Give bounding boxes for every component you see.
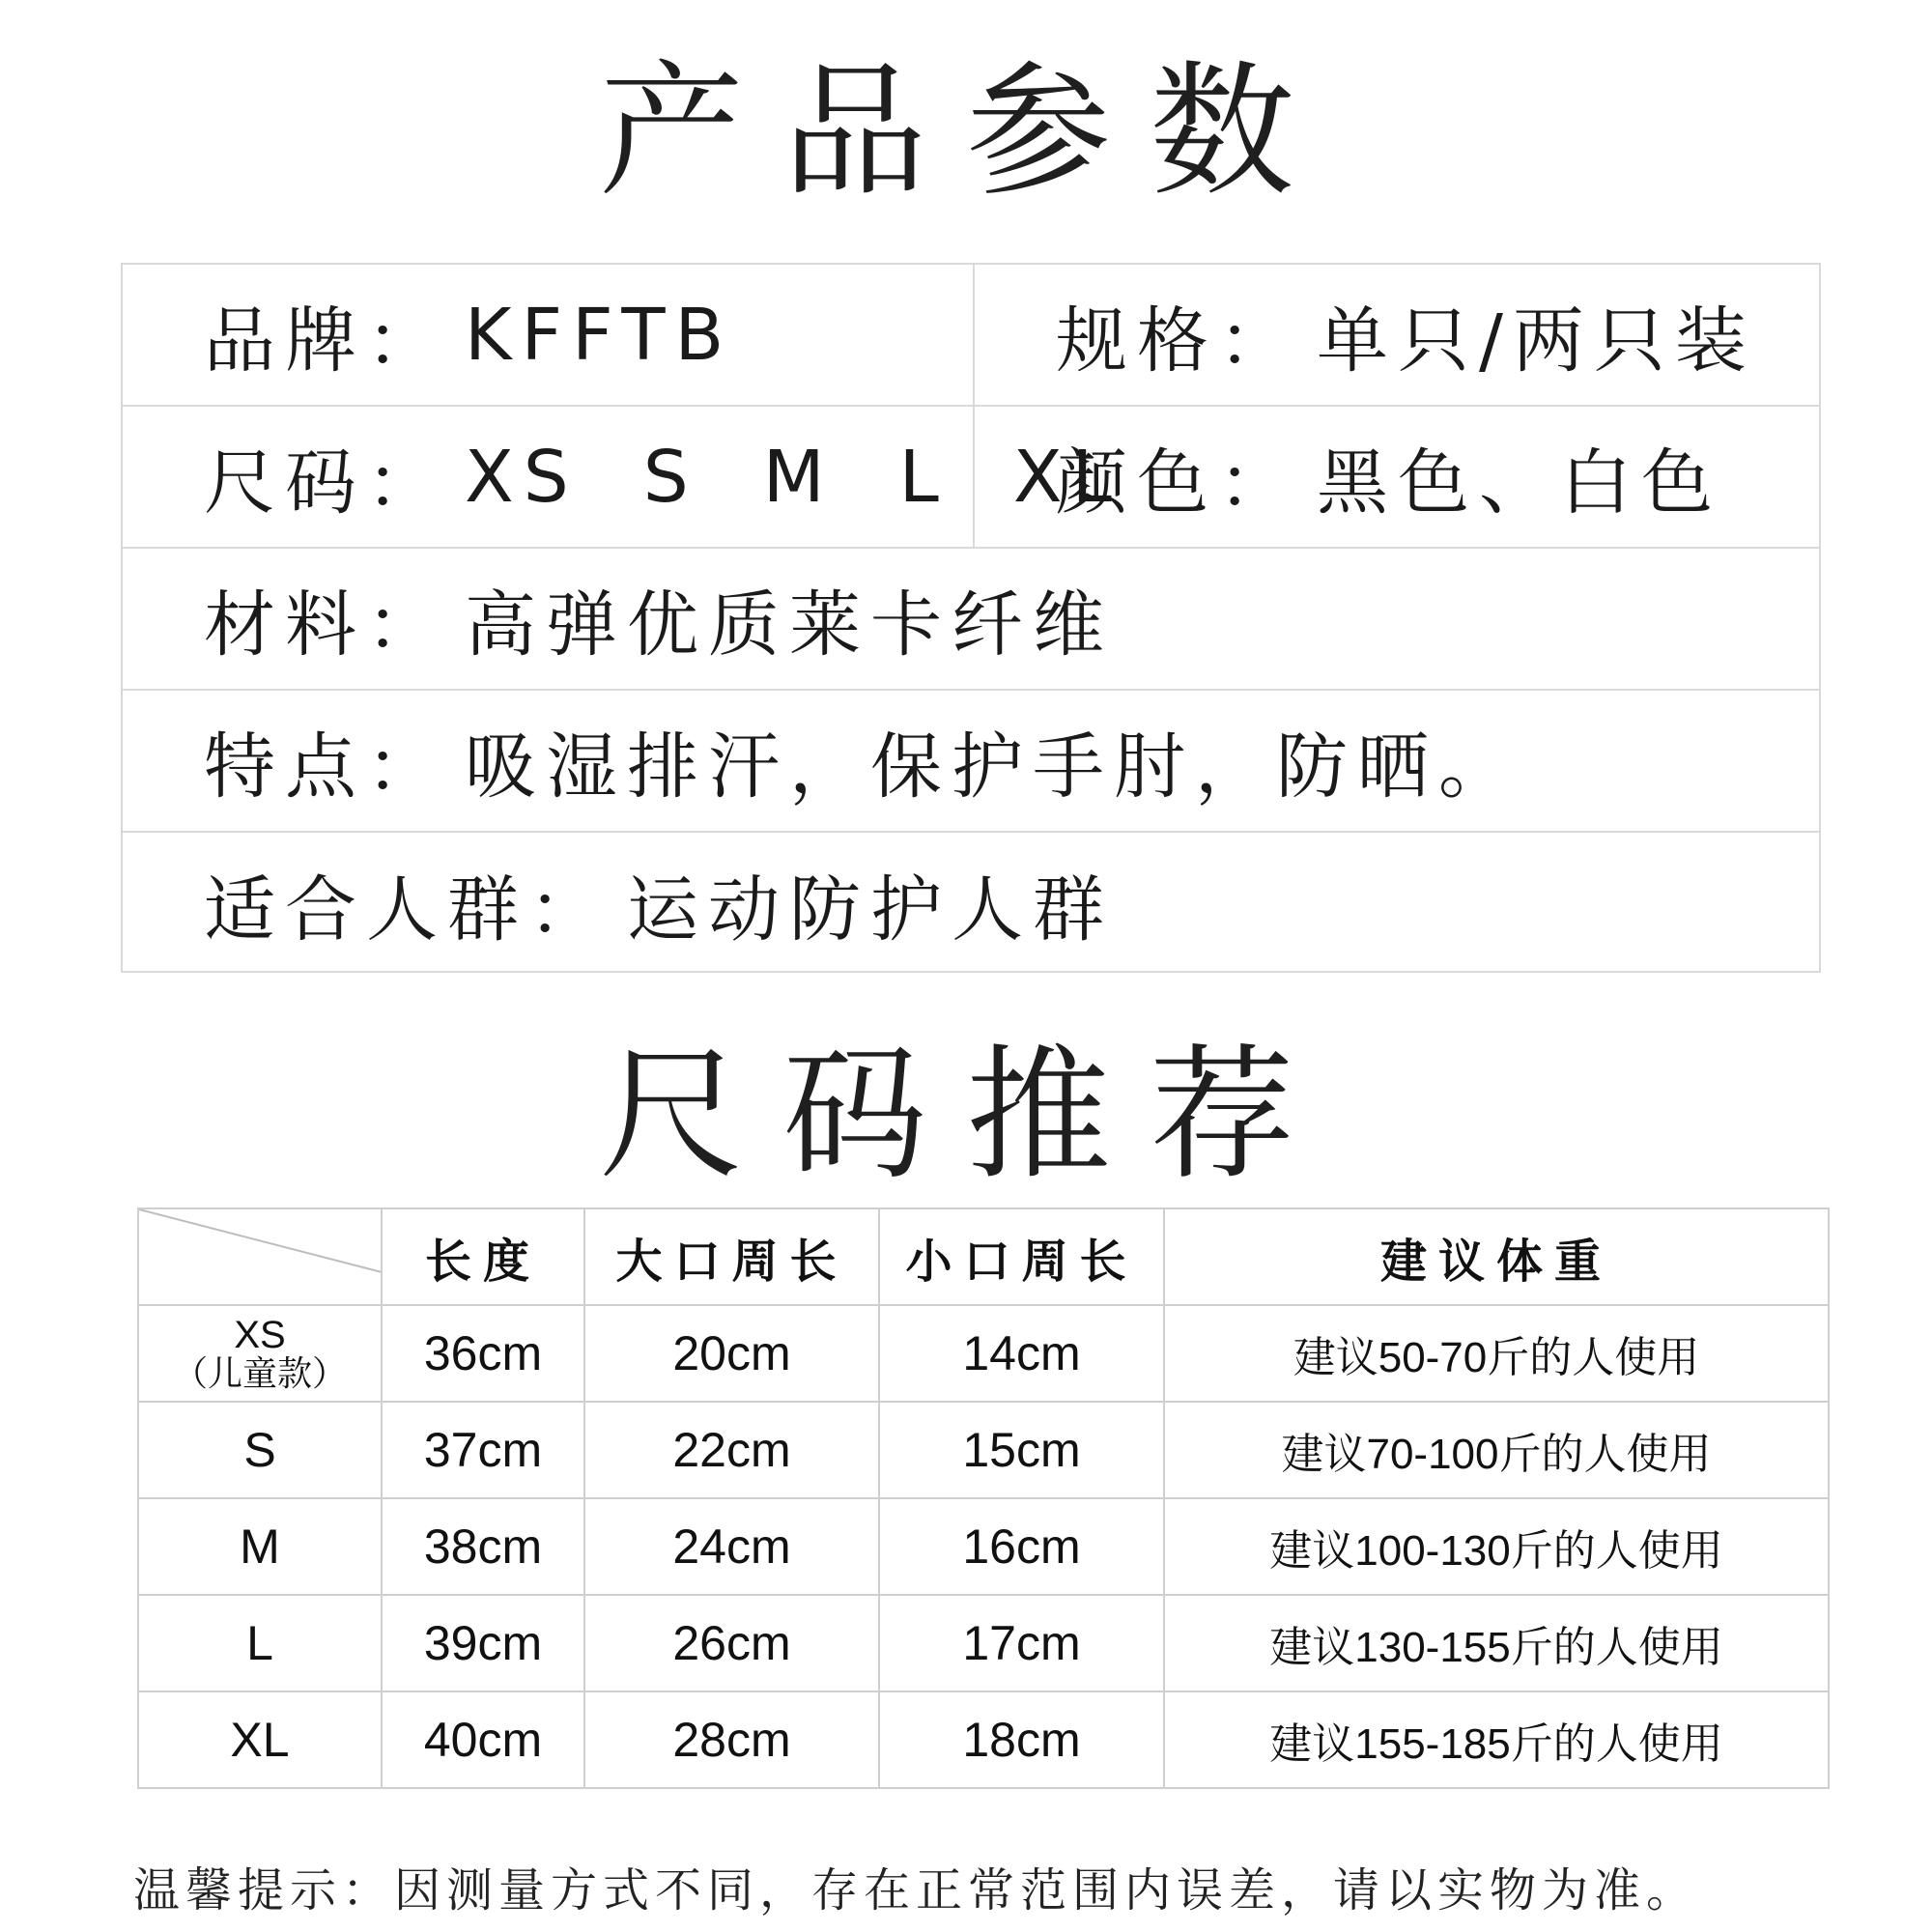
length-cell: 40cm [382, 1691, 584, 1788]
param-audience-value: 运动防护人群 [627, 867, 1114, 952]
param-material [123, 549, 1819, 689]
param-size-label: 尺码： [204, 440, 447, 525]
size-cell: S [138, 1402, 382, 1498]
params-table [121, 263, 1821, 973]
diagonal-header-cell [138, 1208, 382, 1305]
param-spec-value: 单只/两只装 [1317, 298, 1756, 383]
size-row-s [138, 1402, 1829, 1498]
size-row-m [138, 1498, 1829, 1595]
size-row-l [138, 1595, 1829, 1691]
params-row-material [123, 549, 1819, 691]
small-circ-cell: 14cm [879, 1305, 1164, 1402]
weight-cell: 建议130-155斤的人使用 [1164, 1595, 1829, 1691]
diagonal-line [139, 1209, 381, 1304]
weight-cell: 建议155-185斤的人使用 [1164, 1691, 1829, 1788]
param-brand-label: 品牌： [204, 298, 447, 383]
size-row-xs [138, 1305, 1829, 1402]
product-params-title: 产品参数 [598, 48, 1333, 216]
param-feature-value: 吸湿排汗，保护手肘，防晒。 [465, 724, 1520, 809]
big-circ-cell: 28cm [584, 1691, 879, 1788]
size-cell [138, 1305, 382, 1402]
length-cell: 37cm [382, 1402, 584, 1498]
param-brand [123, 265, 973, 405]
size-table [137, 1208, 1830, 1789]
param-color-value: 黑色、白色 [1317, 440, 1722, 525]
param-feature [123, 691, 1819, 831]
param-size [123, 407, 1122, 547]
header-weight: 建议体重 [1164, 1208, 1829, 1305]
param-size-value: XS S M L XL [465, 435, 1122, 519]
big-circ-cell: 24cm [584, 1498, 879, 1595]
weight-cell: 建议70-100斤的人使用 [1164, 1402, 1829, 1498]
size-cell: XL [138, 1691, 382, 1788]
size-cell: L [138, 1595, 382, 1691]
size-cell: M [138, 1498, 382, 1595]
param-material-label: 材料： [204, 582, 447, 667]
size-note: （儿童款） [172, 1353, 347, 1394]
header-big-circumference: 大口周长 [584, 1208, 879, 1305]
params-row-brand-spec [123, 265, 1819, 407]
params-row-feature [123, 691, 1819, 833]
big-circ-cell: 20cm [584, 1305, 879, 1402]
weight-cell: 建议50-70斤的人使用 [1164, 1305, 1829, 1402]
param-color [973, 407, 1821, 547]
param-spec-label: 规格： [1056, 298, 1299, 383]
param-color-label: 颜色： [1056, 440, 1299, 525]
param-spec [973, 265, 1821, 405]
length-cell: 38cm [382, 1498, 584, 1595]
param-brand-value: KFFTB [465, 293, 734, 377]
big-circ-cell: 22cm [584, 1402, 879, 1498]
param-material-value: 高弹优质莱卡纤维 [465, 582, 1114, 667]
measurement-tip: 温馨提示：因测量方式不同，存在正常范围内误差，请以实物为准。 [133, 1863, 1699, 1918]
params-row-size-color [123, 407, 1819, 549]
param-audience-label: 适合人群： [204, 867, 610, 952]
small-circ-cell: 18cm [879, 1691, 1164, 1788]
size-recommend-title: 尺码推荐 [598, 1032, 1333, 1200]
size-table-header-row [138, 1208, 1829, 1305]
size-row-xl [138, 1691, 1829, 1788]
param-audience [123, 833, 1819, 975]
param-feature-label: 特点： [204, 724, 447, 809]
small-circ-cell: 17cm [879, 1595, 1164, 1691]
small-circ-cell: 15cm [879, 1402, 1164, 1498]
header-small-circumference: 小口周长 [879, 1208, 1164, 1305]
big-circ-cell: 26cm [584, 1595, 879, 1691]
header-length: 长度 [382, 1208, 584, 1305]
length-cell: 39cm [382, 1595, 584, 1691]
params-row-audience [123, 833, 1819, 975]
length-cell: 36cm [382, 1305, 584, 1402]
size-label: XS [234, 1314, 286, 1357]
small-circ-cell: 16cm [879, 1498, 1164, 1595]
weight-cell: 建议100-130斤的人使用 [1164, 1498, 1829, 1595]
